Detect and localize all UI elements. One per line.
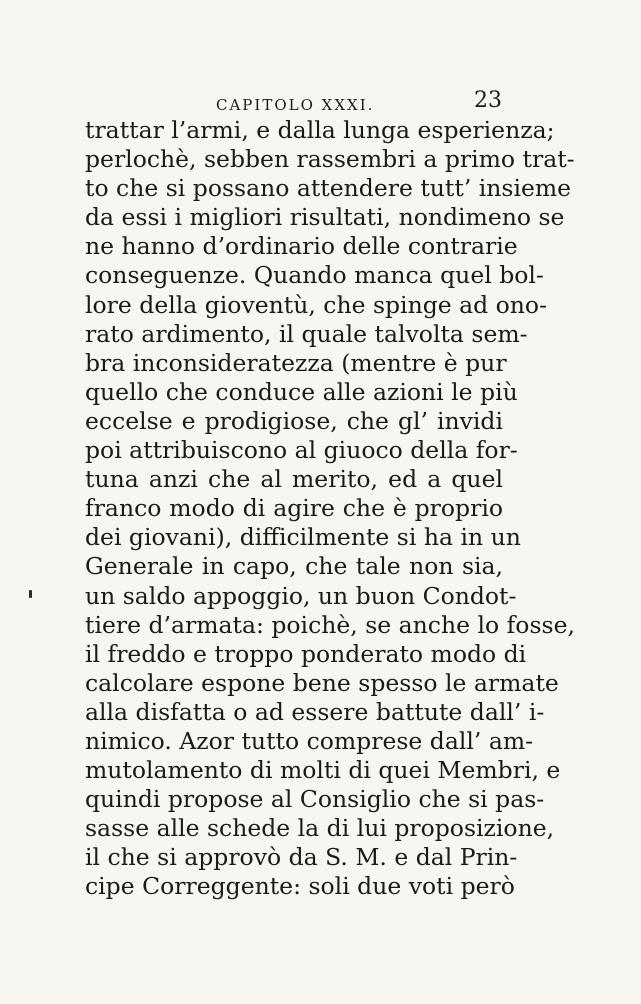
text-line: alla disfatta o ad essere battute dall’ i- (85, 697, 545, 726)
text-line: sasse alle schede la di lui proposizione, (85, 814, 555, 843)
margin-ink-mark (29, 590, 32, 598)
text-line: cipe Correggente: soli due voti però (85, 872, 515, 901)
text-line: mutolamento di molti di quei Membri, e (85, 756, 561, 785)
body-text (85, 116, 575, 902)
text-line: dei giovani), difficilmente si ha in un (85, 523, 521, 552)
text-line: quindi propose al Consiglio che si pas- (85, 785, 545, 814)
text-line: tuna anzi che al merito, ed a quel (85, 465, 503, 494)
text-line: un saldo appoggio, un buon Condot- (85, 581, 517, 610)
text-line: to che si possano attendere tutt’ insieme (85, 174, 572, 203)
text-line: poi attribuiscono al giuoco della for- (85, 436, 518, 465)
page-number: 23 (474, 88, 502, 113)
text-line: conseguenze. Quando manca quel bol- (85, 261, 544, 290)
text-line: eccelse e prodigiose, che gl’ invidi (85, 406, 503, 435)
text-line: lore della gioventù, che spinge ad ono- (85, 290, 548, 319)
text-line: calcolare espone bene spesso le armate (85, 668, 559, 697)
text-line: franco modo di agire che è proprio (85, 494, 503, 523)
chapter-heading: CAPITOLO XXXI. (216, 96, 375, 114)
text-line: il freddo e troppo ponderato modo di (85, 639, 527, 668)
text-line: il che si approvò da S. M. e dal Prin- (85, 843, 518, 872)
text-line: perlochè, sebben rassembri a primo trat- (85, 145, 575, 174)
running-head (86, 88, 516, 118)
text-line: nimico. Azor tutto comprese dall’ am- (85, 726, 534, 755)
text-line: rato ardimento, il quale talvolta sem- (85, 319, 528, 348)
text-line: quello che conduce alle azioni le più (85, 377, 518, 406)
text-line: bra inconsideratezza (mentre è pur (85, 348, 507, 377)
text-line: ne hanno d’ordinario delle contrarie (85, 232, 518, 261)
text-line: trattar l’armi, e dalla lunga esperienza; (85, 116, 555, 144)
text-line: da essi i migliori risultati, nondimeno se (85, 203, 565, 232)
text-line: tiere d’armata: poichè, se anche lo fosse, (85, 610, 575, 639)
text-line: Generale in capo, che tale non sia, (85, 552, 503, 581)
